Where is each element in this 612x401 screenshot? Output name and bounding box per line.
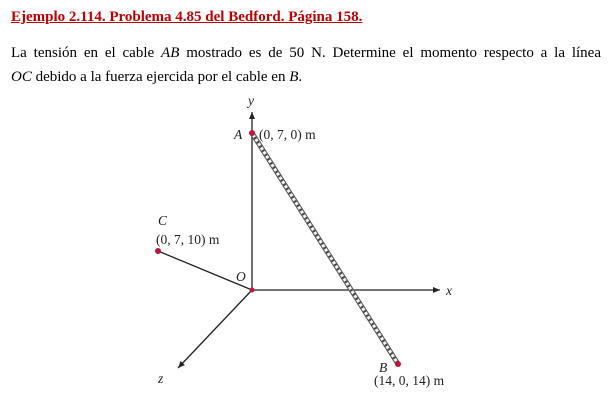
z-axis-label: z xyxy=(158,371,164,386)
line-label-oc: OC xyxy=(11,69,32,85)
statement-text: La tensión en el cable xyxy=(11,45,162,61)
example-heading: Ejemplo 2.114. Problema 4.85 del Bedford. Página 158. xyxy=(11,9,363,25)
point-b-marker xyxy=(395,361,401,367)
point-c-marker xyxy=(155,248,161,254)
point-a-marker xyxy=(249,130,255,136)
cable-ab xyxy=(252,133,398,364)
point-a-label: A xyxy=(234,127,243,142)
statement-text: mostrado es de 50 N. Determine el momento respecto a la línea xyxy=(179,45,601,61)
origin-label: O xyxy=(236,269,246,284)
statement-text: debido a la fuerza ejercida por el cable en xyxy=(31,69,290,85)
point-c-coords: (0, 7, 10) m xyxy=(156,232,220,247)
point-b-label: B xyxy=(379,360,388,375)
point-b-coords: (14, 0, 14) m xyxy=(374,373,445,388)
statement-text: . xyxy=(298,69,303,85)
point-c-label: C xyxy=(158,213,168,228)
point-label-b-ref: B xyxy=(289,69,299,85)
z-axis xyxy=(178,290,252,368)
cable-label-ab: AB xyxy=(161,45,180,61)
origin-marker xyxy=(250,288,255,293)
point-a-coords: (0, 7, 0) m xyxy=(259,127,316,142)
x-axis-label: x xyxy=(446,283,452,298)
y-axis-label: y xyxy=(248,93,254,108)
